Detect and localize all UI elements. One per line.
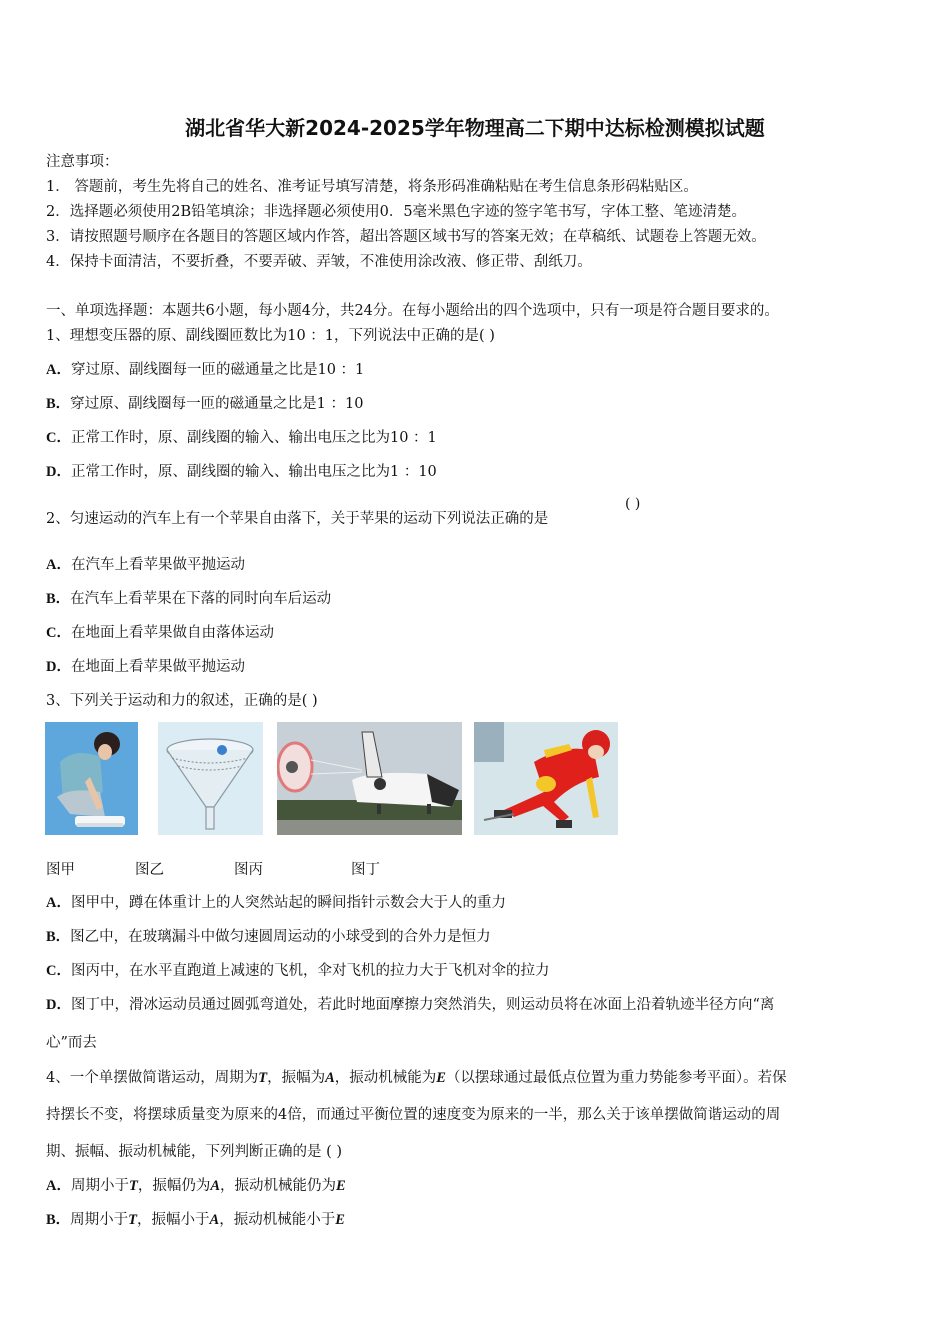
speed-skater-image [474, 722, 618, 835]
option-text: 图丙中，在水平直跑道上减速的飞机，伞对飞机的拉力大于飞机对伞的拉力 [70, 963, 550, 979]
funnel-ball-image [158, 722, 263, 835]
option-letter: D． [46, 464, 71, 480]
option-text: 正常工作时，原、副线圈的输入、输出电压之比为10 ：1 [70, 430, 437, 446]
q2-option-d [46, 657, 245, 677]
variable-E: E [336, 1178, 346, 1194]
question-2-stem: 2、匀速运动的汽车上有一个苹果自由落下，关于苹果的运动下列说法正确的是 [46, 511, 549, 527]
question-1-stem: 1、理想变压器的原、副线圈匝数比为10 ：1，下列说法中正确的是( ) [46, 328, 495, 344]
variable-A: A [209, 1212, 220, 1228]
variable-E: E [436, 1070, 446, 1086]
option-text: 在地面上看苹果做平抛运动 [70, 659, 245, 675]
question-4-stem-line [46, 1068, 787, 1088]
figure-caption: 图丙 [234, 862, 263, 878]
option-text: ，振幅仍为 [137, 1178, 211, 1194]
option-letter: C． [46, 963, 71, 979]
option-text: 在汽车上看苹果做平抛运动 [70, 557, 245, 573]
option-letter: D． [46, 997, 71, 1013]
option-text: 正常工作时，原、副线圈的输入、输出电压之比为1 ：10 [70, 464, 437, 480]
option-text: 周期小于 [70, 1212, 129, 1228]
q3-option-d-continued: 心”而去 [46, 1035, 97, 1051]
stem-text: ，振幅为 [267, 1070, 326, 1086]
answer-paren: ( ) [625, 496, 641, 512]
option-text: 图甲中，蹲在体重计上的人突然站起的瞬间指针示数会大于人的重力 [70, 895, 506, 911]
option-letter: A． [46, 895, 71, 911]
figure-row [45, 722, 625, 836]
figure-caption: 图甲 [46, 862, 75, 878]
option-letter: B． [46, 396, 71, 412]
q1-option-b [46, 394, 363, 414]
note-item: 4．保持卡面清洁，不要折叠，不要弄破、弄皱，不准使用涂改液、修正带、刮纸刀。 [46, 254, 592, 270]
q1-option-c [46, 428, 437, 448]
question-4-stem-line: 持摆长不变，将摆球质量变为原来的4倍，而通过平衡位置的速度变为原来的一半，那么关于该单摆做简谐运动的周 [46, 1107, 781, 1123]
person-on-scale-image [45, 722, 138, 835]
stem-text: （以摆球通过最低点位置为重力势能参考平面）。若保 [445, 1070, 787, 1086]
option-letter: A． [46, 362, 71, 378]
option-letter: B． [46, 1212, 71, 1228]
stem-text: 4、一个单摆做简谐运动，周期为 [46, 1070, 259, 1086]
variable-A: A [210, 1178, 221, 1194]
q2-option-b [46, 589, 331, 609]
question-3-stem: 3、下列关于运动和力的叙述，正确的是( ) [46, 693, 318, 709]
option-letter: A． [46, 1178, 71, 1194]
q4-option-a [46, 1176, 346, 1196]
note-item: 3．请按照题号顺序在各题目的答题区域内作答，超出答题区域书写的答案无效；在草稿纸、试题卷上答题无效。 [46, 229, 766, 245]
q3-option-b [46, 927, 491, 947]
option-text: ，振动机械能小于 [219, 1212, 336, 1228]
q4-option-b [46, 1210, 345, 1230]
option-text: ，振动机械能仍为 [220, 1178, 337, 1194]
option-letter: A． [46, 557, 71, 573]
option-text: 周期小于 [70, 1178, 129, 1194]
figure-caption: 图丁 [351, 862, 380, 878]
q3-option-c [46, 961, 549, 981]
option-text: 穿过原、副线圈每一匝的磁通量之比是1 ：10 [70, 396, 364, 412]
q2-option-a [46, 555, 245, 575]
variable-T: T [128, 1178, 138, 1194]
q1-option-d [46, 462, 437, 482]
option-letter: B． [46, 591, 71, 607]
section-heading: 一、单项选择题：本题共6小题，每小题4分，共24分。在每小题给出的四个选项中，只有一项是符合题目要求的。 [46, 303, 779, 319]
space-shuttle-parachute-image [277, 722, 462, 835]
option-letter: D． [46, 659, 71, 675]
question-4-stem-line: 期、振幅、振动机械能，下列判断正确的是 ( ) [46, 1144, 343, 1160]
page-title: 湖北省华大新2024-2025学年物理高二下期中达标检测模拟试题 [185, 116, 765, 140]
figure-caption: 图乙 [135, 862, 164, 878]
notes-heading: 注意事项： [46, 154, 119, 170]
option-text: ，振幅小于 [137, 1212, 210, 1228]
option-text: 在地面上看苹果做自由落体运动 [70, 625, 274, 641]
option-text: 在汽车上看苹果在下落的同时向车后运动 [70, 591, 332, 607]
q1-option-a [46, 360, 364, 380]
option-letter: C． [46, 625, 71, 641]
note-item: 2．选择题必须使用2B铅笔填涂；非选择题必须使用0．5毫米黑色字迹的签字笔书写，字体工整、笔迹清楚。 [46, 204, 747, 220]
variable-E: E [335, 1212, 345, 1228]
q3-option-d [46, 995, 774, 1015]
option-text: 穿过原、副线圈每一匝的磁通量之比是10 ：1 [70, 362, 365, 378]
variable-T: T [128, 1212, 138, 1228]
q2-option-c [46, 623, 274, 643]
option-text: 图乙中，在玻璃漏斗中做匀速圆周运动的小球受到的合外力是恒力 [70, 929, 491, 945]
option-letter: B． [46, 929, 71, 945]
note-item: 1． 答题前，考生先将自己的姓名、准考证号填写清楚，将条形码准确粘贴在考生信息条形码粘贴区。 [46, 179, 698, 195]
option-letter: C． [46, 430, 71, 446]
stem-text: ，振动机械能为 [334, 1070, 437, 1086]
variable-A: A [325, 1070, 335, 1086]
option-text: 图丁中，滑冰运动员通过圆弧弯道处，若此时地面摩擦力突然消失，则运动员将在冰面上沿着轨迹半径方向“离 [70, 997, 775, 1013]
q3-option-a [46, 893, 506, 913]
variable-T: T [258, 1070, 268, 1086]
